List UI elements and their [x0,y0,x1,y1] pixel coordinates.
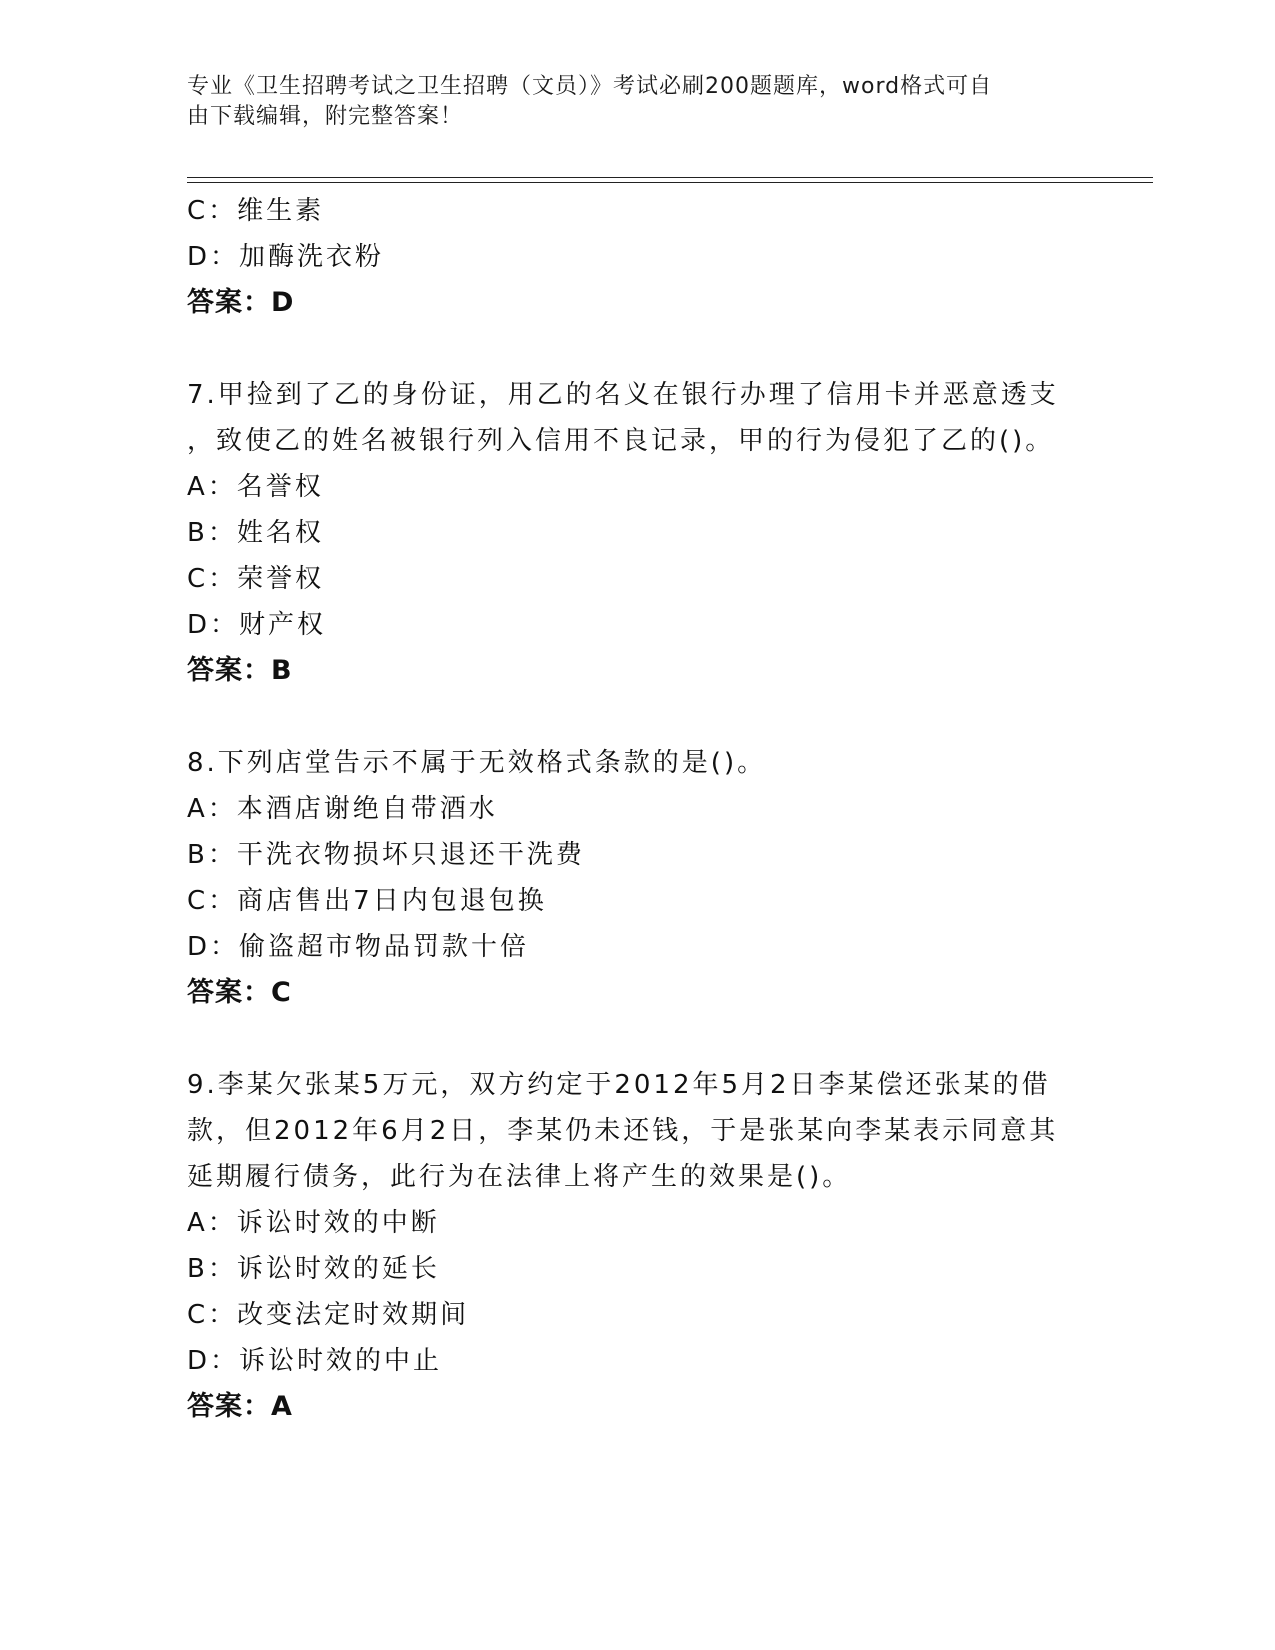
question-stem-line: 7.甲捡到了乙的身份证，用乙的名义在银行办理了信用卡并恶意透支 [187,380,1059,410]
question-stem-line: 延期履行债务，此行为在法律上将产生的效果是()。 [187,1162,852,1192]
spacer [187,326,1087,372]
option-a: A：本酒店谢绝自带酒水 [187,794,498,824]
option-d: D：诉讼时效的中止 [187,1346,443,1376]
option-c: C：维生素 [187,196,325,226]
carryover-block [187,188,1087,326]
header-line-1: 专业《卫生招聘考试之卫生招聘（文员）》考试必刷200题题库，word格式可自 [187,74,993,99]
header-divider-bottom [187,182,1153,183]
question-content [187,188,1087,1430]
question-stem-line: 9.李某欠张某5万元，双方约定于2012年5月2日李某偿还张某的借 [187,1070,1051,1100]
option-c: C：荣誉权 [187,564,325,594]
option-a: A：名誉权 [187,472,324,502]
option-b: B：诉讼时效的延长 [187,1254,440,1284]
question-7 [187,372,1087,694]
question-stem-line: ，致使乙的姓名被银行列入信用不良记录，甲的行为侵犯了乙的()。 [187,426,1055,456]
question-8 [187,740,1087,1016]
option-b: B：干洗衣物损坏只退还干洗费 [187,840,585,870]
option-c: C：改变法定时效期间 [187,1300,470,1330]
answer-line: 答案：B [187,655,293,686]
question-stem-line: 8.下列店堂告示不属于无效格式条款的是()。 [187,748,767,778]
spacer [187,1016,1087,1062]
answer-line: 答案：A [187,1391,293,1422]
answer-line: 答案：D [187,287,295,318]
question-stem-line: 款，但2012年6月2日，李某仍未还钱，于是张某向李某表示同意其 [187,1116,1059,1146]
question-9 [187,1062,1087,1430]
option-d: D：偷盗超市物品罚款十倍 [187,932,530,962]
header-divider-top [187,177,1153,178]
option-d: D：财产权 [187,610,327,640]
page-header [187,72,1087,132]
option-a: A：诉讼时效的中断 [187,1208,440,1238]
header-line-2: 由下载编辑，附完整答案！ [187,104,464,129]
spacer [187,694,1087,740]
option-c: C：商店售出7日内包退包换 [187,886,547,916]
answer-line: 答案：C [187,977,292,1008]
option-b: B：姓名权 [187,518,324,548]
option-d: D：加酶洗衣粉 [187,242,385,272]
